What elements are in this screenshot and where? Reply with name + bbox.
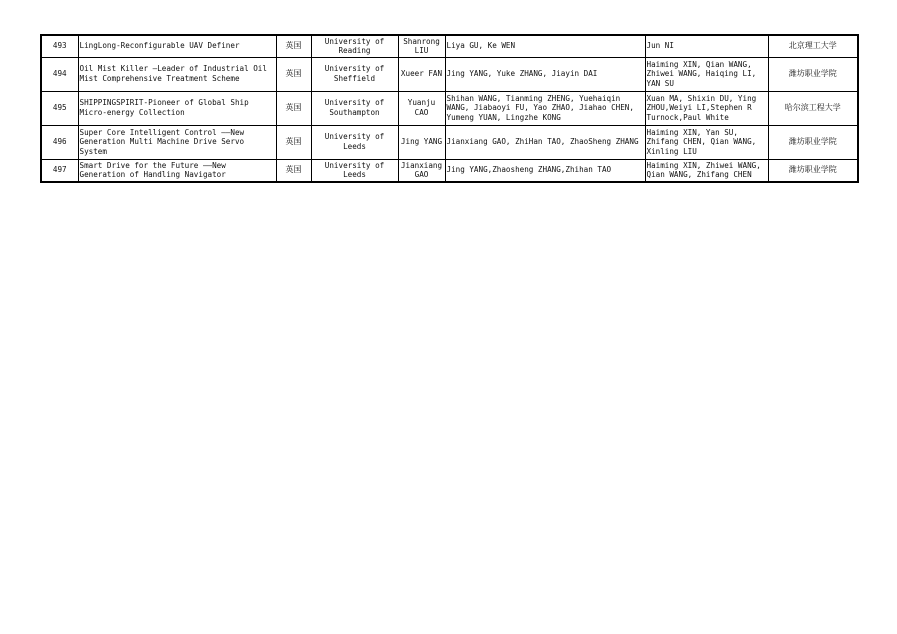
project-list-table <box>40 34 859 183</box>
university: University of Southampton <box>311 91 398 125</box>
university: University of Leeds <box>311 125 398 159</box>
row-number: 493 <box>41 35 78 57</box>
team-members: Jianxiang GAO, ZhiHan TAO, ZhaoSheng ZHANG <box>445 125 645 159</box>
team-members: Jing YANG,Zhaosheng ZHANG,Zhihan TAO <box>445 159 645 182</box>
table-row <box>41 91 858 125</box>
advisors: Haiming XIN, Zhiwei WANG, Qian WANG, Zhifang CHEN <box>645 159 768 182</box>
institution: 潍坊职业学院 <box>768 125 858 159</box>
university: University of Leeds <box>311 159 398 182</box>
team-leader: Xueer FAN <box>398 57 445 91</box>
row-number: 494 <box>41 57 78 91</box>
university: University of Reading <box>311 35 398 57</box>
advisors: Jun NI <box>645 35 768 57</box>
team-leader: Jianxiang GAO <box>398 159 445 182</box>
country: 英国 <box>276 125 311 159</box>
university: University of Sheffield <box>311 57 398 91</box>
country: 英国 <box>276 91 311 125</box>
country: 英国 <box>276 159 311 182</box>
team-members: Liya GU, Ke WEN <box>445 35 645 57</box>
team-leader: Shanrong LIU <box>398 35 445 57</box>
project-title: LingLong-Reconfigurable UAV Definer <box>78 35 276 57</box>
row-number: 495 <box>41 91 78 125</box>
table-row <box>41 35 858 57</box>
institution: 哈尔滨工程大学 <box>768 91 858 125</box>
row-number: 496 <box>41 125 78 159</box>
institution: 潍坊职业学院 <box>768 159 858 182</box>
country: 英国 <box>276 35 311 57</box>
institution: 潍坊职业学院 <box>768 57 858 91</box>
table-row <box>41 57 858 91</box>
project-title: Oil Mist Killer —Leader of Industrial Oil Mist Comprehensive Treatment Scheme <box>78 57 276 91</box>
team-members: Shihan WANG, Tianming ZHENG, Yuehaiqin WANG, Jiabaoyi FU, Yao ZHAO, Jiahao CHEN, Yumeng YUAN, Lingzhe KONG <box>445 91 645 125</box>
project-title: Super Core Intelligent Control ——New Generation Multi Machine Drive Servo System <box>78 125 276 159</box>
advisors: Xuan MA, Shixin DU, Ying ZHOU,Weiyi LI,Stephen R Turnock,Paul White <box>645 91 768 125</box>
row-number: 497 <box>41 159 78 182</box>
table-row <box>41 125 858 159</box>
country: 英国 <box>276 57 311 91</box>
project-title: SHIPPINGSPIRIT-Pioneer of Global Ship Micro-energy Collection <box>78 91 276 125</box>
project-title: Smart Drive for the Future ——New Generation of Handling Navigator <box>78 159 276 182</box>
advisors: Haiming XIN, Yan SU, Zhifang CHEN, Qian WANG, Xinling LIU <box>645 125 768 159</box>
advisors: Haiming XIN, Qian WANG, Zhiwei WANG, Haiqing LI, YAN SU <box>645 57 768 91</box>
team-members: Jing YANG, Yuke ZHANG, Jiayin DAI <box>445 57 645 91</box>
table-row <box>41 159 858 182</box>
institution: 北京理工大学 <box>768 35 858 57</box>
team-leader: Jing YANG <box>398 125 445 159</box>
team-leader: Yuanju CAO <box>398 91 445 125</box>
